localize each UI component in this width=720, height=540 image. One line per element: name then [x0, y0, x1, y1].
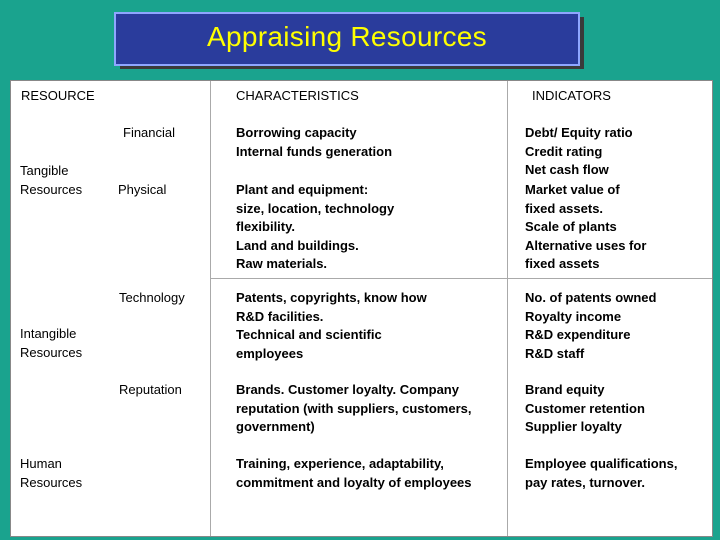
indicators-physical: Market value of fixed assets. Scale of plants Alternative uses for fixed assets — [525, 182, 647, 271]
column-divider — [507, 81, 508, 536]
resource-group-human: Human Resources — [20, 456, 83, 490]
characteristics-financial: Borrowing capacity Internal funds generation — [236, 125, 393, 159]
title-box — [114, 12, 580, 66]
characteristics-reputation: Brands. Customer loyalty. Company reputation (with suppliers, customers, government) — [236, 382, 472, 434]
header-resource: RESOURCE — [21, 88, 95, 103]
subtype-financial: Financial — [123, 125, 176, 140]
resources-table — [10, 80, 713, 537]
indicators-financial: Debt/ Equity ratio Credit rating Net cash flow — [525, 125, 633, 177]
page-title: Appraising Resources — [207, 21, 487, 52]
header-indicators: INDICATORS — [532, 88, 611, 103]
characteristics-human: Training, experience, adaptability, commitment and loyalty of employees — [236, 456, 472, 490]
subtype-physical: Physical — [118, 182, 167, 197]
indicators-technology: No. of patents owned Royalty income R&D expenditure R&D staff — [525, 290, 657, 361]
subtype-reputation: Reputation — [119, 382, 182, 397]
resource-group-tangible: Tangible Resources — [20, 163, 83, 197]
subtype-technology: Technology — [119, 290, 185, 305]
header-characteristics: CHARACTERISTICS — [236, 88, 359, 103]
indicators-human: Employee qualifications, pay rates, turnover. — [525, 456, 678, 490]
column-divider — [210, 81, 211, 536]
indicators-reputation: Brand equity Customer retention Supplier loyalty — [525, 382, 645, 434]
characteristics-physical: Plant and equipment: size, location, technology flexibility. Land and buildings. Raw materials. — [236, 182, 395, 271]
resource-group-intangible: Intangible Resources — [20, 326, 83, 360]
characteristics-technology: Patents, copyrights, know how R&D facilities. Technical and scientific employees — [236, 290, 427, 361]
row-divider — [210, 278, 712, 279]
